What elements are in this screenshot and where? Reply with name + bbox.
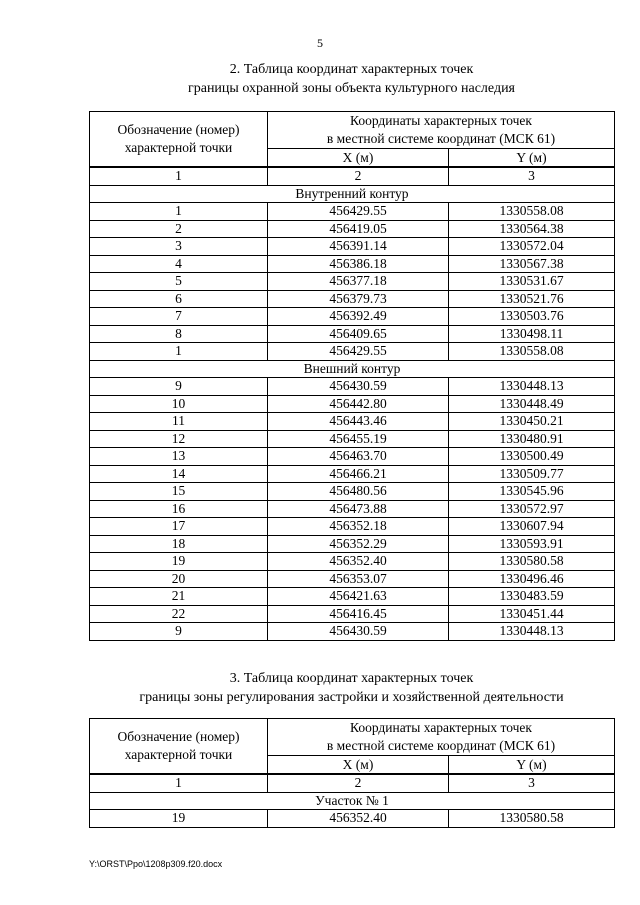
header-point-designation-line2: характерной точки (124, 747, 233, 762)
point-id: 20 (90, 570, 268, 588)
point-id: 3 (90, 238, 268, 256)
column-number-3: 3 (449, 167, 615, 185)
point-id: 8 (90, 325, 268, 343)
y-coordinate: 1330448.49 (449, 395, 615, 413)
header-point-designation-line1: Обозначение (номер) (117, 729, 240, 744)
x-coordinate: 456352.40 (268, 810, 449, 828)
table-row (90, 518, 615, 536)
header-x: X (м) (268, 756, 449, 775)
point-id: 12 (90, 430, 268, 448)
header-y: Y (м) (449, 149, 615, 168)
table-row (90, 430, 615, 448)
header-coordinates (268, 719, 615, 756)
section-inner-contour: Внутренний контур (90, 185, 615, 203)
table-row (90, 535, 615, 553)
x-coordinate: 456480.56 (268, 483, 449, 501)
point-id: 7 (90, 308, 268, 326)
point-id: 18 (90, 535, 268, 553)
table1-title-line1: 2. Таблица координат характерных точек (229, 62, 474, 77)
table-row (90, 220, 615, 238)
y-coordinate: 1330483.59 (449, 588, 615, 606)
y-coordinate: 1330531.67 (449, 273, 615, 291)
header-y: Y (м) (449, 756, 615, 775)
table-row (90, 203, 615, 221)
point-id: 14 (90, 465, 268, 483)
x-coordinate: 456421.63 (268, 588, 449, 606)
table2-title-line2: границы зоны регулирования застройки и хозяйственной деятельности (139, 690, 564, 705)
table-row (90, 255, 615, 273)
point-id: 16 (90, 500, 268, 518)
x-coordinate: 456352.18 (268, 518, 449, 536)
y-coordinate: 1330558.08 (449, 343, 615, 361)
x-coordinate: 456473.88 (268, 500, 449, 518)
y-coordinate: 1330572.97 (449, 500, 615, 518)
table-row (90, 588, 615, 606)
section-outer-contour: Внешний контур (90, 360, 615, 378)
table-row (90, 483, 615, 501)
table-row (90, 810, 615, 828)
header-point-designation (90, 112, 268, 168)
table-row (90, 238, 615, 256)
x-coordinate: 456379.73 (268, 290, 449, 308)
table-row (90, 570, 615, 588)
y-coordinate: 1330496.46 (449, 570, 615, 588)
table-row (90, 395, 615, 413)
table-row (90, 465, 615, 483)
table-row (90, 325, 615, 343)
header-coordinates-line2: в местной системе координат (МСК 61) (326, 131, 556, 146)
y-coordinate: 1330503.76 (449, 308, 615, 326)
y-coordinate: 1330498.11 (449, 325, 615, 343)
table2-title-line1: 3. Таблица координат характерных точек (229, 671, 474, 686)
coordinates-table-protected-zone (89, 111, 615, 641)
table-row (90, 500, 615, 518)
point-id: 10 (90, 395, 268, 413)
point-id: 2 (90, 220, 268, 238)
table-row (90, 448, 615, 466)
x-coordinate: 456391.14 (268, 238, 449, 256)
header-point-designation-line1: Обозначение (номер) (117, 122, 240, 137)
y-coordinate: 1330480.91 (449, 430, 615, 448)
table-row (90, 413, 615, 431)
point-id: 4 (90, 255, 268, 273)
header-coordinates-line1: Координаты характерных точек (350, 720, 532, 735)
table-row (90, 290, 615, 308)
y-coordinate: 1330567.38 (449, 255, 615, 273)
y-coordinate: 1330558.08 (449, 203, 615, 221)
y-coordinate: 1330564.38 (449, 220, 615, 238)
column-number-1: 1 (90, 167, 268, 185)
header-coordinates-line1: Координаты характерных точек (350, 113, 532, 128)
y-coordinate: 1330607.94 (449, 518, 615, 536)
y-coordinate: 1330545.96 (449, 483, 615, 501)
point-id: 9 (90, 623, 268, 641)
y-coordinate: 1330580.58 (449, 810, 615, 828)
point-id: 19 (90, 810, 268, 828)
column-number-3: 3 (449, 774, 615, 792)
y-coordinate: 1330451.44 (449, 605, 615, 623)
y-coordinate: 1330580.58 (449, 553, 615, 571)
table-row (90, 623, 615, 641)
x-coordinate: 456466.21 (268, 465, 449, 483)
point-id: 21 (90, 588, 268, 606)
point-id: 19 (90, 553, 268, 571)
header-point-designation-line2: характерной точки (124, 140, 233, 155)
point-id: 15 (90, 483, 268, 501)
point-id: 13 (90, 448, 268, 466)
x-coordinate: 456353.07 (268, 570, 449, 588)
header-coordinates (268, 112, 615, 149)
x-coordinate: 456352.40 (268, 553, 449, 571)
table1-title (89, 60, 614, 98)
header-point-designation (90, 719, 268, 775)
header-x: X (м) (268, 149, 449, 168)
x-coordinate: 456442.80 (268, 395, 449, 413)
y-coordinate: 1330572.04 (449, 238, 615, 256)
y-coordinate: 1330593.91 (449, 535, 615, 553)
x-coordinate: 456463.70 (268, 448, 449, 466)
file-path-footer: Y:\ORST\Ppo\1208p309.f20.docx (89, 859, 223, 869)
x-coordinate: 456429.55 (268, 343, 449, 361)
x-coordinate: 456430.59 (268, 378, 449, 396)
header-coordinates-line2: в местной системе координат (МСК 61) (326, 738, 556, 753)
point-id: 1 (90, 343, 268, 361)
column-number-2: 2 (268, 774, 449, 792)
column-number-2: 2 (268, 167, 449, 185)
y-coordinate: 1330509.77 (449, 465, 615, 483)
x-coordinate: 456392.49 (268, 308, 449, 326)
point-id: 1 (90, 203, 268, 221)
y-coordinate: 1330450.21 (449, 413, 615, 431)
table-row (90, 378, 615, 396)
x-coordinate: 456429.55 (268, 203, 449, 221)
table2-title (89, 669, 614, 707)
x-coordinate: 456443.46 (268, 413, 449, 431)
x-coordinate: 456430.59 (268, 623, 449, 641)
table-row (90, 273, 615, 291)
column-number-1: 1 (90, 774, 268, 792)
y-coordinate: 1330500.49 (449, 448, 615, 466)
x-coordinate: 456377.18 (268, 273, 449, 291)
y-coordinate: 1330448.13 (449, 623, 615, 641)
point-id: 11 (90, 413, 268, 431)
table-row (90, 605, 615, 623)
table-row (90, 553, 615, 571)
x-coordinate: 456386.18 (268, 255, 449, 273)
point-id: 17 (90, 518, 268, 536)
point-id: 6 (90, 290, 268, 308)
table-row (90, 308, 615, 326)
point-id: 5 (90, 273, 268, 291)
point-id: 22 (90, 605, 268, 623)
y-coordinate: 1330448.13 (449, 378, 615, 396)
x-coordinate: 456409.65 (268, 325, 449, 343)
coordinates-table-regulation-zone (89, 718, 615, 828)
y-coordinate: 1330521.76 (449, 290, 615, 308)
table1-title-line2: границы охранной зоны объекта культурного наследия (187, 81, 515, 96)
x-coordinate: 456416.45 (268, 605, 449, 623)
table-row (90, 343, 615, 361)
page-number: 5 (317, 36, 323, 50)
x-coordinate: 456455.19 (268, 430, 449, 448)
section-plot-1: Участок № 1 (90, 792, 615, 810)
x-coordinate: 456352.29 (268, 535, 449, 553)
point-id: 9 (90, 378, 268, 396)
x-coordinate: 456419.05 (268, 220, 449, 238)
